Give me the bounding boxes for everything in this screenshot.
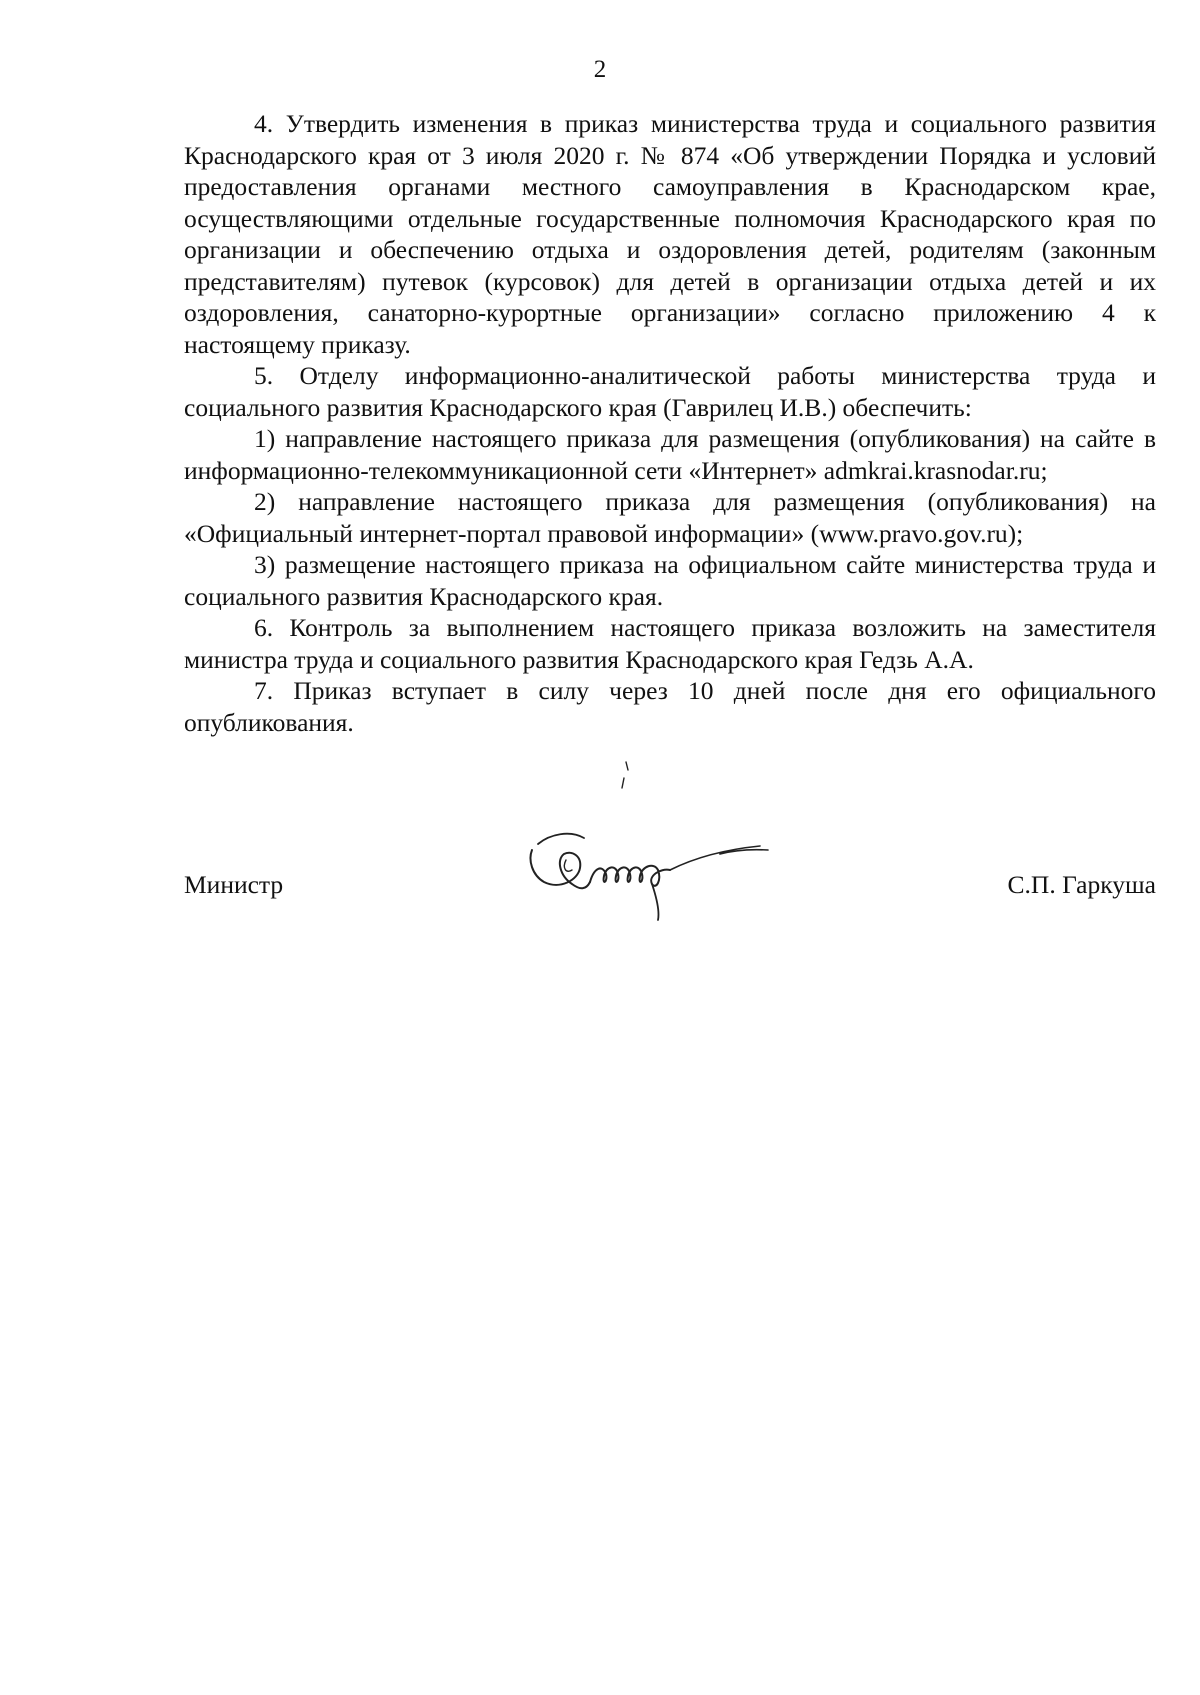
subparagraph-3: 3) размещение настоящего приказа на официальном сайте министерства труда и социального развития Краснодарского края.	[184, 550, 1156, 611]
subparagraph-1: 1) направление настоящего приказа для размещения (опубликования) на сайте в информационно-телекоммуникационной сети «Интернет» admkrai.krasnodar.ru;	[184, 424, 1156, 485]
signer-position: Министр	[184, 870, 284, 899]
signature-block	[184, 870, 1156, 910]
signer-name: С.П. Гаркуша	[1007, 870, 1156, 899]
subparagraph-2: 2) направление настоящего приказа для размещения (опубликования) на «Официальный интернет-портал правовой информации» (www.pravo.gov.ru);	[184, 487, 1156, 548]
paragraph-item-5: 5. Отделу информационно-аналитической работы министерства труда и социального развития Краснодарского края (Гаврилец И.В.) обеспечить:	[184, 361, 1156, 422]
paragraph-item-4: 4. Утвердить изменения в приказ министерства труда и социального развития Краснодарского края от 3 июля 2020 г. № 874 «Об утверждении Порядка и условий предоставления органами местного самоуправления в Краснодарском крае, осуществляющими отдельные государственные полномочия Краснодарского края по организации и обеспечению отдыха и оздоровления детей, родителям (законным представителям) путевок (курсовок) для детей в организации отдыха детей и их оздоровления, санаторно-курортные организации» согласно приложению 4 к настоящему приказу.	[184, 109, 1156, 359]
paragraph-item-7: 7. Приказ вступает в силу через 10 дней после дня его официального опубликования.	[184, 676, 1156, 737]
paragraph-item-6: 6. Контроль за выполнением настоящего приказа возложить на заместителя министра труда и социального развития Краснодарского края Гедзь А.А.	[184, 613, 1156, 674]
pen-mark-icon	[618, 760, 632, 790]
page-number: 2	[593, 56, 607, 83]
document-body	[184, 108, 1156, 738]
